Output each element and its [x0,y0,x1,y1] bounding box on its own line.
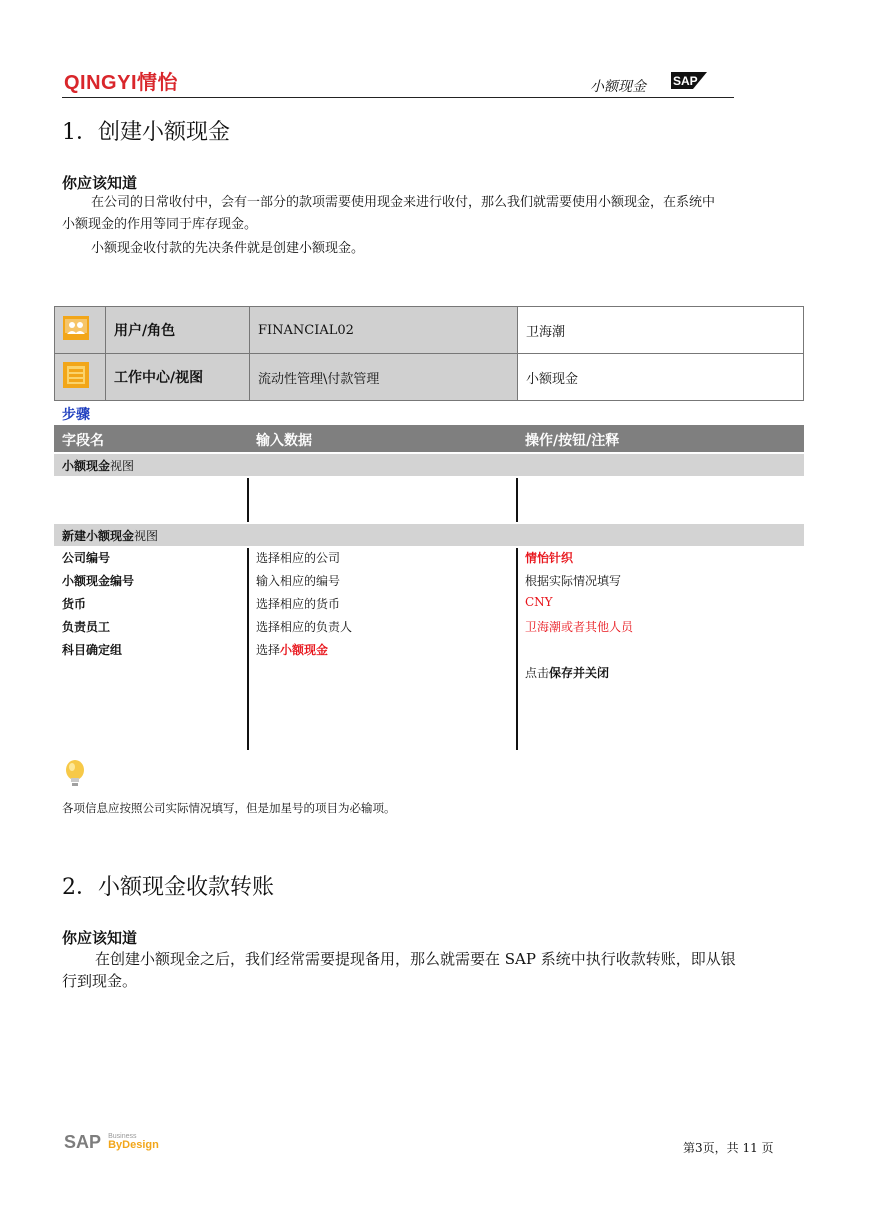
input-company-code: 选择相应的公司 [256,551,341,565]
steps-table-header [54,425,804,452]
field-currency: 货币 [62,597,87,611]
role-person: 卫海潮 [518,307,804,354]
user-role-cell [55,307,106,354]
footer-logo-main: SAP [64,1132,102,1152]
company-logo: QINGYI情怡 [64,72,179,94]
input-currency: 选择相应的货币 [256,597,341,611]
footer-logo-sub [108,1132,159,1150]
section2-para1b: 行到现金。 [62,972,138,990]
column-divider [247,478,249,522]
svg-text:SAP: SAP [673,74,698,88]
view-band-label [62,527,158,544]
workcenter-value: 流动性管理\付款管理 [250,354,518,401]
action-bold: 保存并关闭 [549,666,610,680]
action-prefix: 点击 [525,666,550,680]
input-account-group-prefix: 选择 [256,643,281,657]
section1-para1b: 小额现金的作用等同于库存现金。 [62,217,258,232]
view-band-bold: 小额现金 [62,459,111,473]
workcenter-row [55,354,804,401]
col-field-name: 字段名 [62,433,104,449]
footer-logo-sub2: ByDesign [108,1139,159,1151]
steps-label: 步骤 [62,407,90,423]
col-action: 操作/按钮/注释 [525,433,620,449]
input-responsible-employee: 选择相应的负责人 [256,620,353,634]
header-title: 小额现金 [590,79,646,95]
action-note [525,664,609,681]
field-account-group: 科目确定组 [62,643,123,657]
footer-logo-sub1: Business [108,1133,137,1140]
view-band-new-petty-cash [54,524,804,546]
note-company-code: 情怡针织 [525,551,574,565]
section2-subheading: 你应该知道 [62,929,138,947]
note-petty-cash-id: 根据实际情况填写 [525,574,622,588]
section2-para1: 在创建小额现金之后，我们经常需要提现备用，那么就需要在 SAP 系统中执行收款转账，即从银 [95,950,736,968]
tip-text: 各项信息应按照公司实际情况填写，但是加星号的项目为必输项。 [62,801,396,815]
section1-heading: 1．创建小额现金 [62,120,230,145]
input-petty-cash-id: 输入相应的编号 [256,574,341,588]
header-rule [62,97,734,98]
field-responsible-employee: 负责员工 [62,620,111,634]
section2-heading: 2．小额现金收款转账 [62,875,274,900]
role-label: 用户/角色 [106,307,250,354]
workcenter-label: 工作中心/视图 [106,354,250,401]
view-band-petty-cash [54,454,804,476]
workcenter-view: 小额现金 [518,354,804,401]
work-center-icon [63,362,89,388]
note-currency: CNY [525,595,553,609]
input-account-group [256,641,328,658]
view-band-bold: 新建小额现金 [62,529,135,543]
column-divider [516,478,518,522]
role-info-table [54,306,804,401]
col-input-data: 输入数据 [256,433,312,449]
view-band-rest: 视图 [134,529,159,543]
role-row [55,307,804,354]
note-responsible-employee: 卫海潮或者其他人员 [525,620,634,634]
section1-para2: 小额现金收付款的先决条件就是创建小额现金。 [91,241,365,256]
section1-subheading: 你应该知道 [62,174,138,192]
role-value: FINANCIAL02 [250,307,518,354]
sap-bydesign-logo [64,1132,159,1153]
field-company-code: 公司编号 [62,551,111,565]
field-petty-cash-id: 小额现金编号 [62,574,135,588]
input-account-group-bold: 小额现金 [280,643,329,657]
user-role-icon [63,316,89,340]
page-number: 第3页，共 11 页 [683,1141,774,1155]
lightbulb-icon [64,760,86,788]
view-band-label [62,457,134,474]
column-divider [516,548,518,750]
view-band-rest: 视图 [110,459,135,473]
sap-logo [671,72,707,89]
section1-para1: 在公司的日常收付中，会有一部分的款项需要使用现金来进行收付，那么我们就需要使用小额现金，在系统中 [91,195,716,210]
column-divider [247,548,249,750]
work-center-cell [55,354,106,401]
